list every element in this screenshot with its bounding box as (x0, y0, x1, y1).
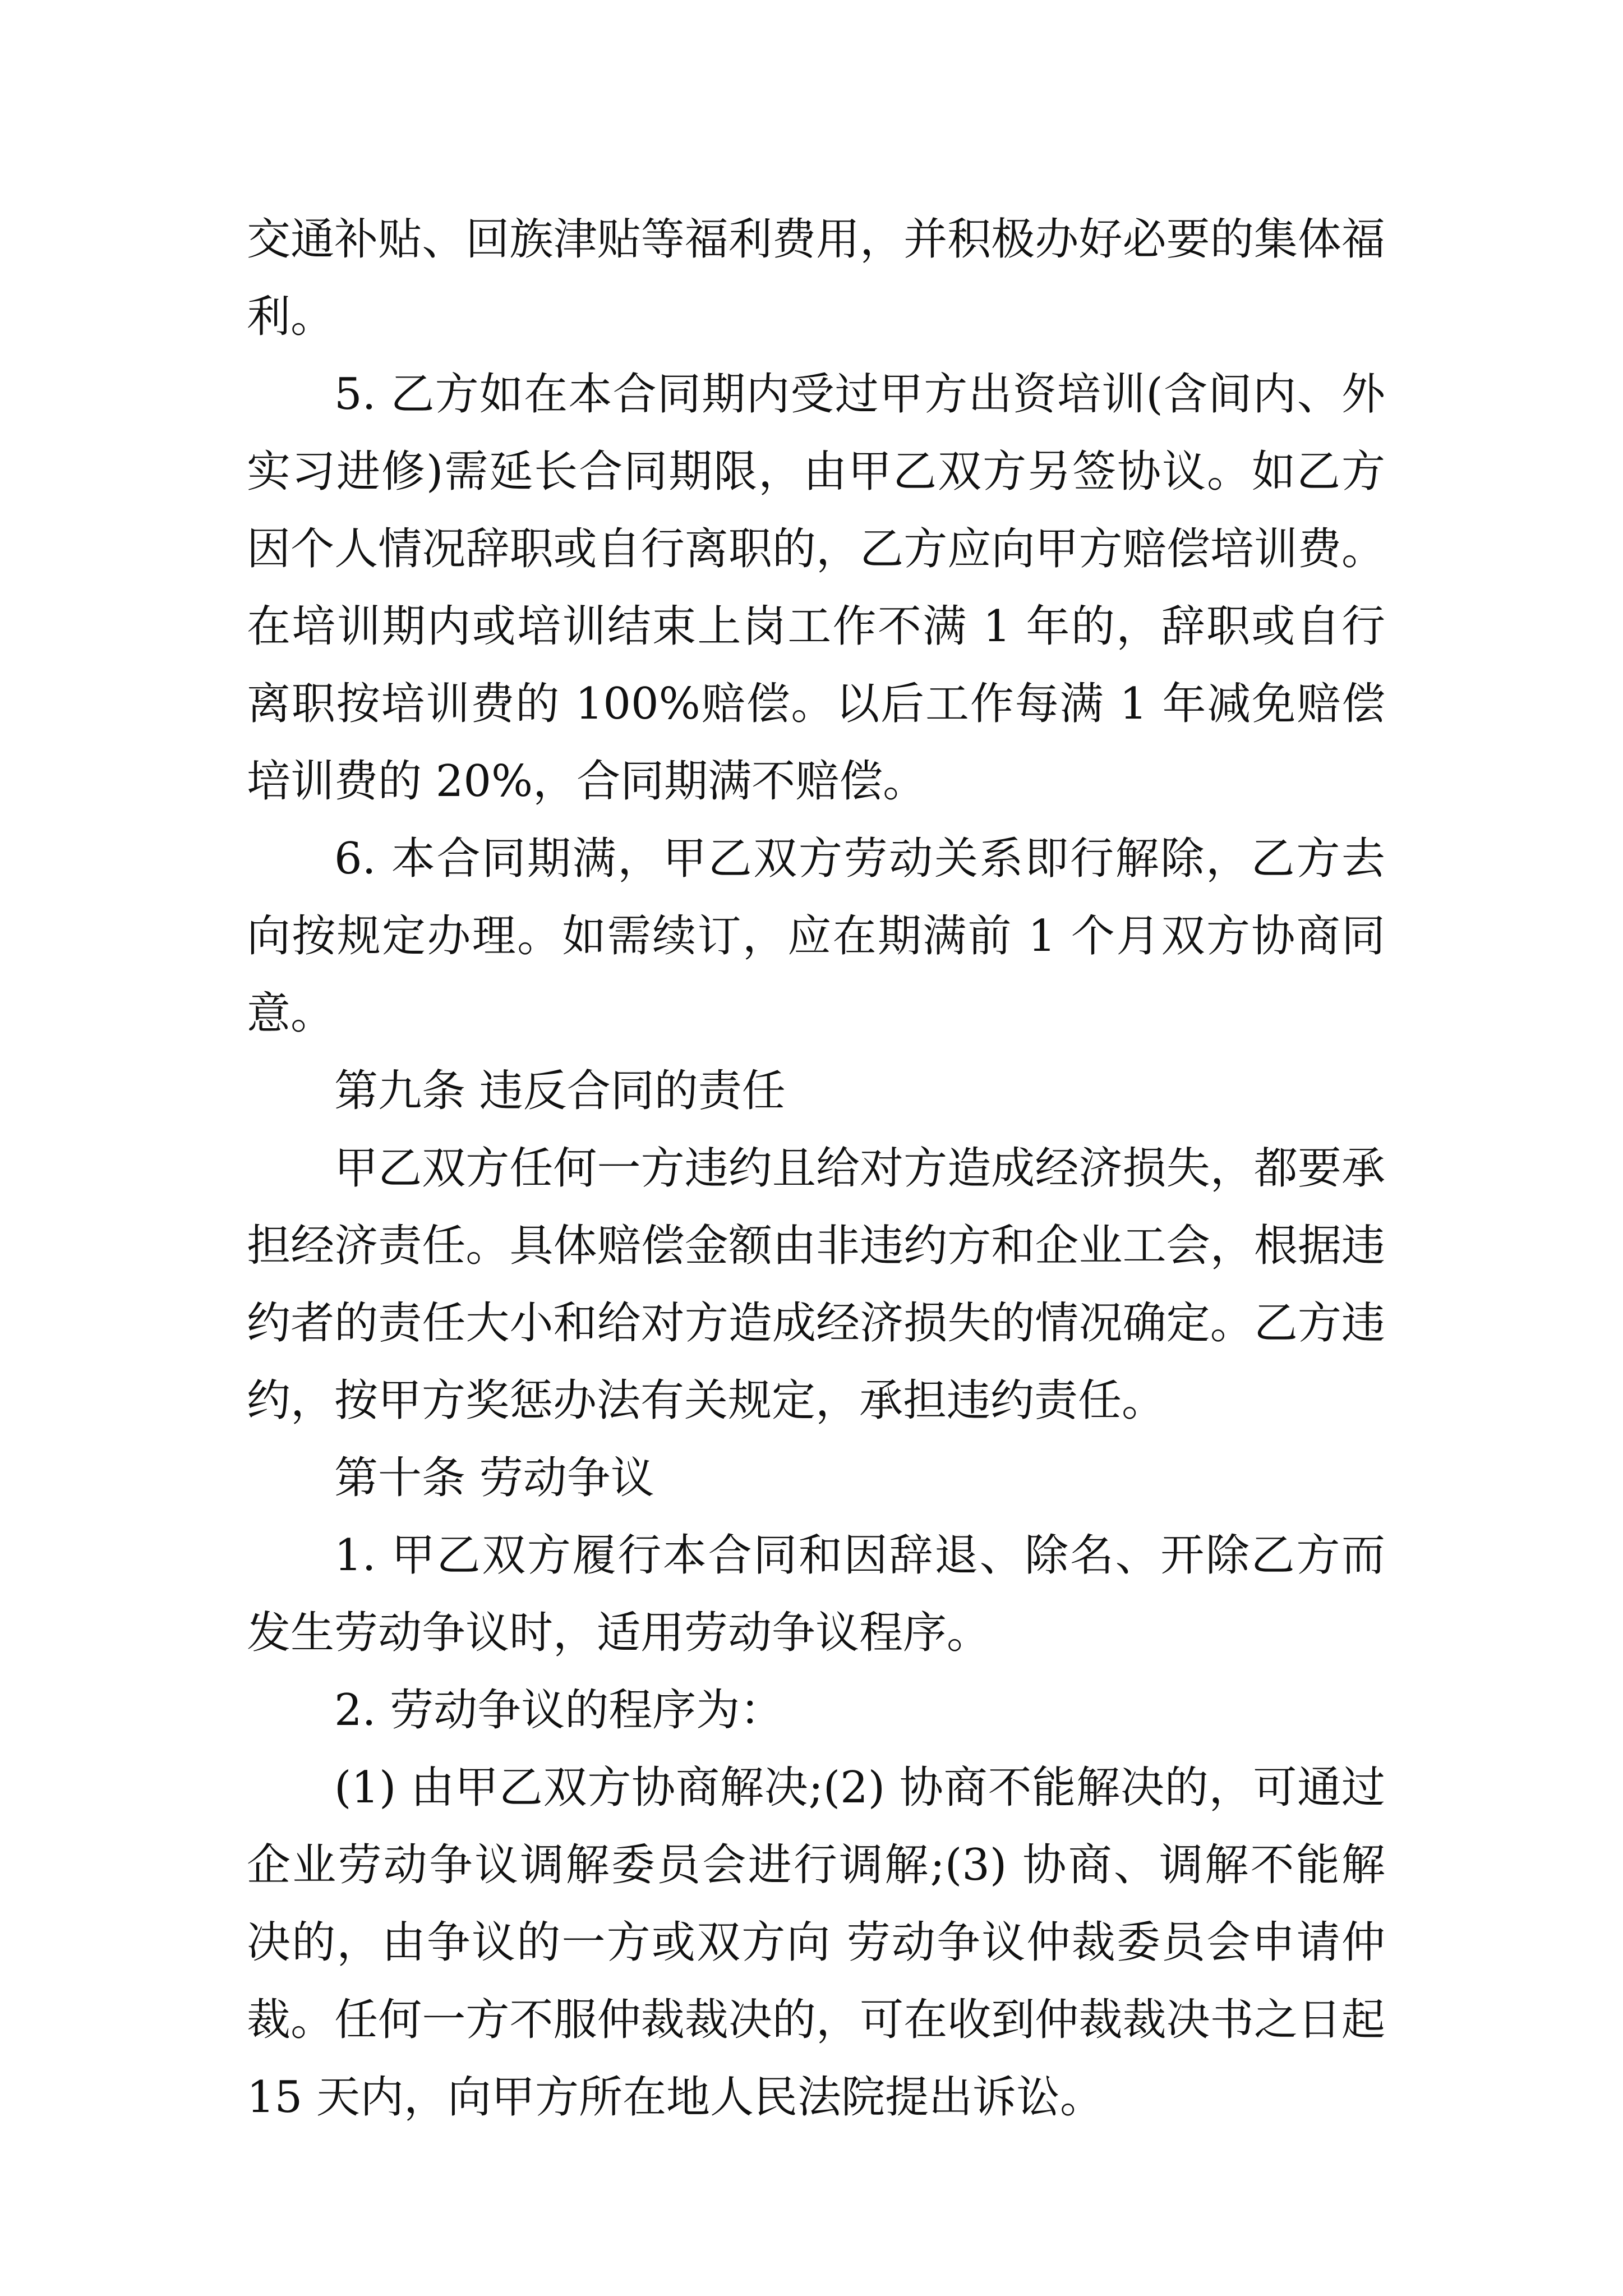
paragraph-welfare-continuation: 交通补贴、回族津贴等福利费用，并积极办好必要的集体福利。 (247, 214, 1385, 342)
document-body (247, 201, 1385, 2136)
paragraph-dispute-procedure-steps: (1) 由甲乙双方协商解决;(2) 协商不能解决的，可通过企业劳动争议调解委员会进行调解;(3) 协商、调解不能解决的，由争议的一方或双方向 劳动争议仲裁委员会申请仲裁。任何一方不服仲裁裁决的，可在收到仲裁裁决书之日起 15 天内，向甲方所在地人民法院提出诉讼。 (247, 1763, 1385, 2123)
article-9-heading: 第九条 违反合同的责任 (334, 1066, 786, 1116)
article-10-heading: 第十条 劳动争议 (334, 1453, 654, 1503)
paragraph-breach-liability: 甲乙双方任何一方违约且给对方造成经济损失，都要承担经济责任。具体赔偿金额由非违约方和企业工会，根据违约者的责任大小和给对方造成经济损失的情况确定。乙方违约，按甲方奖惩办法有关规定，承担违约责任。 (247, 1143, 1385, 1426)
paragraph-dispute-scope: 1. 甲乙双方履行本合同和因辞退、除名、开除乙方而发生劳动争议时，适用劳动争议程序。 (247, 1530, 1385, 1658)
paragraph-dispute-procedure-intro: 2. 劳动争议的程序为： (334, 1685, 784, 1736)
paragraph-training-clause: 5. 乙方如在本合同期内受过甲方出资培训(含间内、外实习进修)需延长合同期限，由甲乙双方另签协议。如乙方因个人情况辞职或自行离职的，乙方应向甲方赔偿培训费。在培训期内或培训结束上岗工作不满 1 年的，辞职或自行离职按培训费的 100%赔偿。以后工作每满 1 年减免赔偿培训费的 20%，合同期满不赔偿。 (247, 369, 1385, 807)
paragraph-contract-expiry: 6. 本合同期满，甲乙双方劳动关系即行解除，乙方去向按规定办理。如需续订，应在期满前 1 个月双方协商同意。 (247, 834, 1385, 1039)
